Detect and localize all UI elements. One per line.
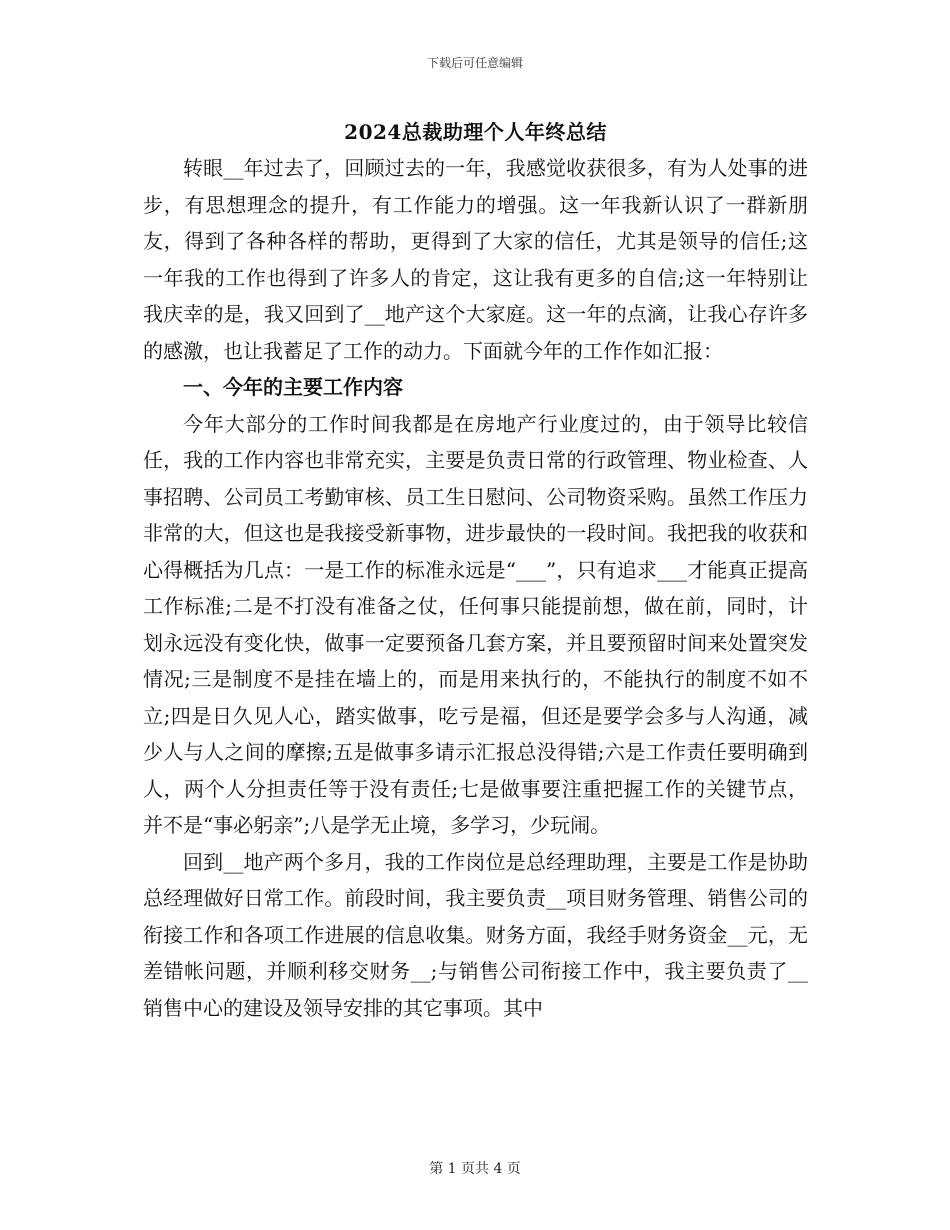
page-indicator: 第 1 页共 4 页	[429, 1161, 521, 1177]
document-body	[143, 114, 808, 1026]
paragraph-return-to-company: 回到__地产两个多月，我的工作岗位是总经理助理，主要是工作是协助总经理做好日常工作。前段时间，我主要负责__项目财务管理、销售公司的衔接工作和各项工作进展的信息收集。财务方面，我经手财务资金__元，无差错帐问题，并顺利移交财务__;与销售公司衔接工作中，我主要负责了__销售中心的建设及领导安排的其它事项。其中	[143, 849, 808, 1020]
section-heading-main-work: 一、今年的主要工作内容	[183, 375, 403, 399]
header-note: 下载后可任意编辑	[426, 56, 523, 70]
paragraph-main-work: 今年大部分的工作时间我都是在房地产行业度过的，由于领导比较信任，我的工作内容也非常充实，主要是负责日常的行政管理、物业检查、人事招聘、公司员工考勤审核、员工生日慰问、公司物资采购。虽然工作压力非常的大，但这也是我接受新事物，进步最快的一段时间。我把我的收获和心得概括为几点：一是工作的标准永远是“___”，只有追求___才能真正提高工作标准;二是不打没有准备之仗，任何事只能提前想，做在前，同时，计划永远没有变化快，做事一定要预备几套方案，并且要预留时间来处置突发情况;三是制度不是挂在墙上的，而是用来执行的，不能执行的制度不如不立;四是日久见人心，踏实做事，吃亏是福，但还是要学会多与人沟通，减少人与人之间的摩擦;五是做事多请示汇报总没得错;六是工作责任要明确到人，两个人分担责任等于没有责任;七是做事要注重把握工作的关键节点，并不是“事必躬亲”;八是学无止境，多学习，少玩闹。	[143, 411, 808, 837]
document-title: 2024总裁助理个人年终总结	[344, 120, 607, 144]
paragraph-intro: 转眼__年过去了，回顾过去的一年，我感觉收获很多，有为人处事的进步，有思想理念的提升，有工作能力的增强。这一年我新认识了一群新朋友，得到了各种各样的帮助，更得到了大家的信任，尤其是领导的信任;这一年我的工作也得到了许多人的肯定，这让我有更多的自信;这一年特别让我庆幸的是，我又回到了__地产这个大家庭。这一年的点滴，让我心存许多的感激，也让我蓄足了工作的动力。下面就今年的工作作如汇报：	[143, 156, 808, 363]
